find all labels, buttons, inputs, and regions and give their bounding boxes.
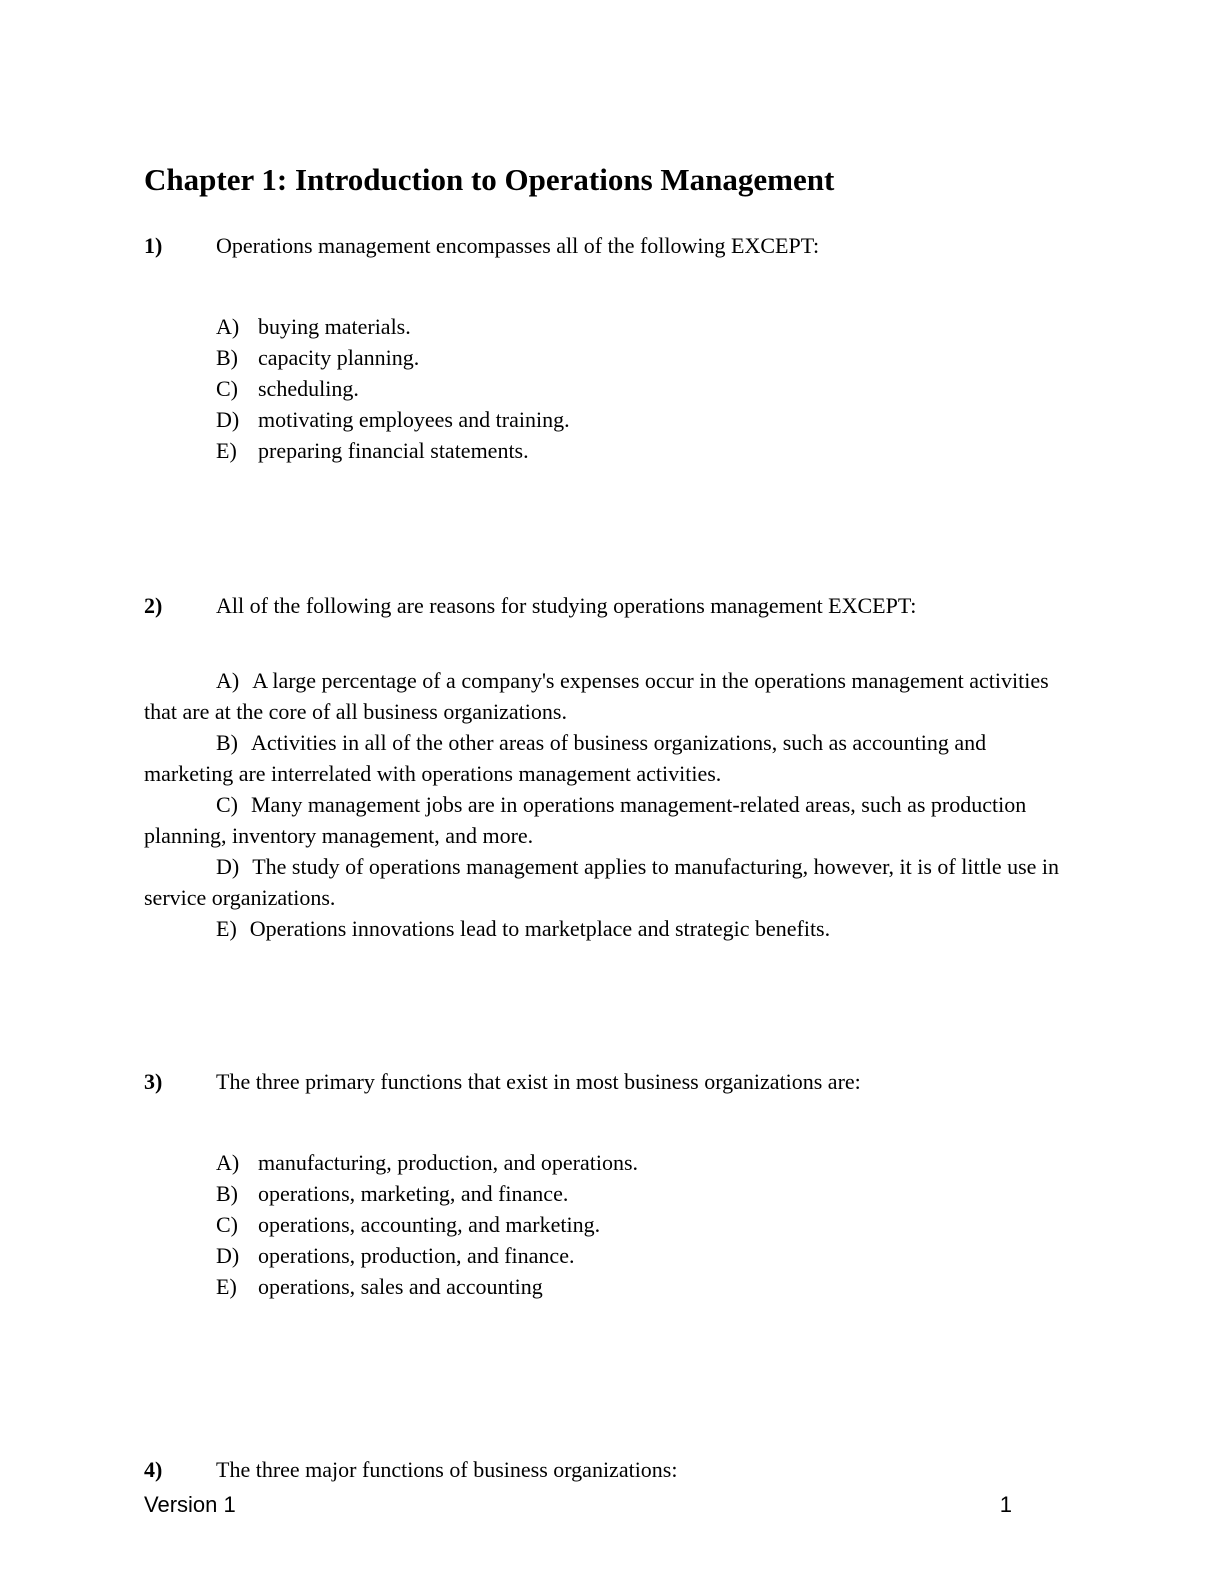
option-paragraph (144, 913, 1080, 944)
page-title: Chapter 1: Introduction to Operations Management (144, 162, 835, 197)
option-text: Operations innovations lead to marketplace and strategic benefits. (249, 916, 831, 941)
option-row (216, 311, 1080, 342)
page-footer (144, 1492, 1012, 1518)
options-list (216, 1147, 1080, 1302)
option-row (216, 373, 1080, 404)
option-text: motivating employees and training. (258, 407, 570, 432)
option-row (216, 1271, 1080, 1302)
option-letter: A) (216, 314, 240, 339)
option-text: operations, production, and finance. (258, 1243, 575, 1268)
question-number: 3) (144, 1069, 163, 1094)
option-text: operations, sales and accounting (258, 1274, 543, 1299)
option-paragraph (144, 727, 1080, 789)
option-row (216, 342, 1080, 373)
option-letter: C) (216, 792, 238, 817)
option-text: operations, accounting, and marketing. (258, 1212, 601, 1237)
option-letter: D) (216, 854, 240, 879)
option-text: Activities in all of the other areas of business organizations, such as accounting and marketing are interrelated with operations management activities. (144, 730, 987, 786)
option-text: A large percentage of a company's expenses occur in the operations management activities that are at the core of all business organizations. (144, 668, 1049, 724)
option-letter: D) (216, 1243, 240, 1268)
option-text: Many management jobs are in operations management-related areas, such as production planning, inventory management, and more. (144, 792, 1027, 848)
option-letter: B) (216, 730, 238, 755)
option-letter: B) (216, 345, 238, 370)
option-letter: B) (216, 1181, 238, 1206)
option-row (216, 1240, 1080, 1271)
question-header (144, 230, 1080, 261)
question-number: 2) (144, 593, 163, 618)
question-text: The three primary functions that exist in most business organizations are: (216, 1069, 861, 1094)
question-text: The three major functions of business organizations: (216, 1457, 678, 1482)
question-header (144, 1454, 1080, 1485)
question-number: 4) (144, 1457, 163, 1482)
option-text: scheduling. (258, 376, 359, 401)
question-block (144, 1454, 1080, 1485)
option-letter: D) (216, 407, 240, 432)
question-text: All of the following are reasons for studying operations management EXCEPT: (216, 593, 917, 618)
options-list (144, 665, 1080, 944)
option-row (216, 1209, 1080, 1240)
option-row (216, 435, 1080, 466)
option-letter: E) (216, 1274, 237, 1299)
option-paragraph (144, 665, 1080, 727)
question-header (144, 1066, 1080, 1097)
option-row (216, 1147, 1080, 1178)
option-paragraph (144, 789, 1080, 851)
option-letter: A) (216, 1150, 240, 1175)
option-letter: C) (216, 1212, 238, 1237)
footer-version-label: Version 1 (144, 1492, 236, 1517)
question-text: Operations management encompasses all of the following EXCEPT: (216, 233, 820, 258)
question-header (144, 590, 1080, 621)
question-block (144, 230, 1080, 466)
option-letter: E) (216, 438, 237, 463)
option-row (216, 404, 1080, 435)
option-text: capacity planning. (258, 345, 420, 370)
question-number: 1) (144, 233, 163, 258)
option-text: manufacturing, production, and operations. (258, 1150, 639, 1175)
question-block (144, 1066, 1080, 1302)
options-list (216, 311, 1080, 466)
option-paragraph (144, 851, 1080, 913)
option-text: The study of operations management applies to manufacturing, however, it is of little use in service organizations. (144, 854, 1060, 910)
option-row (216, 1178, 1080, 1209)
footer-page-number: 1 (999, 1492, 1012, 1517)
questions-container (144, 230, 1080, 1485)
option-letter: A) (216, 668, 240, 693)
option-letter: E) (216, 916, 237, 941)
question-block (144, 590, 1080, 944)
option-text: operations, marketing, and finance. (258, 1181, 569, 1206)
option-letter: C) (216, 376, 238, 401)
option-text: buying materials. (258, 314, 411, 339)
option-text: preparing financial statements. (258, 438, 529, 463)
